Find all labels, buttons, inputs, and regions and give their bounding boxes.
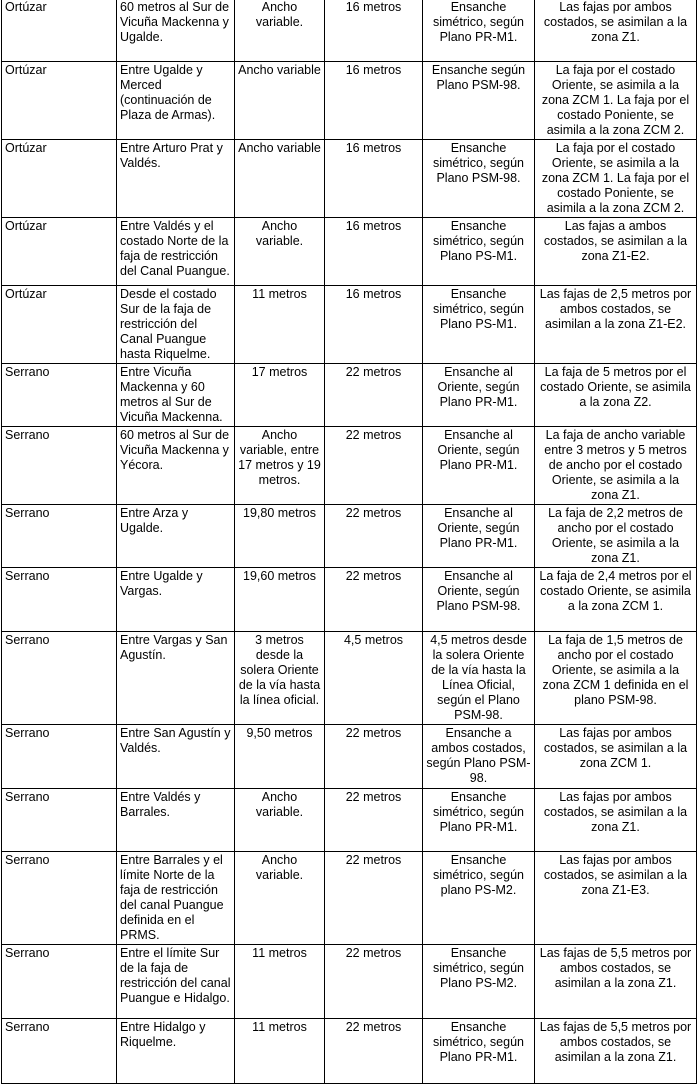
table-body bbox=[2, 0, 697, 1084]
current-width-cell: Ancho variable. bbox=[235, 789, 325, 852]
planned-width-cell: 16 metros bbox=[325, 0, 423, 62]
current-width-cell: 17 metros bbox=[235, 364, 325, 427]
table-row bbox=[2, 945, 697, 1019]
planned-width-cell: 22 metros bbox=[325, 427, 423, 505]
strips-cell: La faja de 2,4 metros por el costado Oriente, se asimila a la zona ZCM 1. bbox=[535, 568, 697, 632]
strips-cell: Las fajas de 2,5 metros por ambos costados, se asimilan a la zona Z1-E2. bbox=[535, 286, 697, 364]
street-cell: Serrano bbox=[2, 427, 117, 505]
street-cell: Serrano bbox=[2, 789, 117, 852]
section-cell: Entre Ugalde y Vargas. bbox=[117, 568, 235, 632]
table-row bbox=[2, 218, 697, 286]
section-cell: Entre Valdés y el costado Norte de la faja de restricción del Canal Puangue. bbox=[117, 218, 235, 286]
table-row bbox=[2, 1019, 697, 1084]
planned-width-cell: 22 metros bbox=[325, 852, 423, 945]
strips-cell: La faja de ancho variable entre 3 metros y 5 metros de ancho por el costado Oriente, se asimila a la zona Z1. bbox=[535, 427, 697, 505]
street-cell: Serrano bbox=[2, 852, 117, 945]
planned-width-cell: 16 metros bbox=[325, 62, 423, 140]
street-cell: Serrano bbox=[2, 568, 117, 632]
planned-width-cell: 22 metros bbox=[325, 945, 423, 1019]
strips-cell: La faja de 1,5 metros de ancho por el costado Oriente, se asimila a la zona ZCM 1 definida en el plano PSM-98. bbox=[535, 632, 697, 725]
table-row bbox=[2, 632, 697, 725]
strips-cell: Las fajas por ambos costados, se asimilan a la zona Z1. bbox=[535, 789, 697, 852]
current-width-cell: 3 metros desde la solera Oriente de la vía hasta la línea oficial. bbox=[235, 632, 325, 725]
planned-width-cell: 22 metros bbox=[325, 725, 423, 789]
section-cell: Entre Barrales y el límite Norte de la faja de restricción del canal Puangue definida en el PRMS. bbox=[117, 852, 235, 945]
planned-width-cell: 22 metros bbox=[325, 789, 423, 852]
table-row bbox=[2, 140, 697, 218]
current-width-cell: Ancho variable bbox=[235, 140, 325, 218]
widening-cell: Ensanche simétrico, según Plano PR-M1. bbox=[423, 789, 535, 852]
section-cell: Entre Arza y Ugalde. bbox=[117, 505, 235, 568]
widening-cell: Ensanche simétrico, según Plano PR-M1. bbox=[423, 0, 535, 62]
street-cell: Ortúzar bbox=[2, 218, 117, 286]
street-cell: Ortúzar bbox=[2, 140, 117, 218]
section-cell: Entre Vicuña Mackenna y 60 metros al Sur de Vicuña Mackenna. bbox=[117, 364, 235, 427]
current-width-cell: 9,50 metros bbox=[235, 725, 325, 789]
widening-cell: Ensanche simétrico, según Plano PS-M2. bbox=[423, 945, 535, 1019]
planned-width-cell: 16 metros bbox=[325, 140, 423, 218]
strips-cell: La faja por el costado Oriente, se asimila a la zona ZCM 1. La faja por el costado Poniente, se asimila a la zona ZCM 2. bbox=[535, 140, 697, 218]
current-width-cell: Ancho variable. bbox=[235, 852, 325, 945]
current-width-cell: Ancho variable. bbox=[235, 0, 325, 62]
planned-width-cell: 22 metros bbox=[325, 568, 423, 632]
table-row bbox=[2, 852, 697, 945]
table-row bbox=[2, 505, 697, 568]
street-cell: Serrano bbox=[2, 945, 117, 1019]
table-row bbox=[2, 286, 697, 364]
strips-cell: Las fajas por ambos costados, se asimilan a la zona ZCM 1. bbox=[535, 725, 697, 789]
street-cell: Serrano bbox=[2, 632, 117, 725]
current-width-cell: 11 metros bbox=[235, 286, 325, 364]
widening-cell: Ensanche simétrico, según plano PS-M2. bbox=[423, 852, 535, 945]
street-cell: Ortúzar bbox=[2, 62, 117, 140]
current-width-cell: Ancho variable, entre 17 metros y 19 metros. bbox=[235, 427, 325, 505]
widening-cell: Ensanche al Oriente, según Plano PR-M1. bbox=[423, 427, 535, 505]
table-row bbox=[2, 0, 697, 62]
street-cell: Serrano bbox=[2, 1019, 117, 1084]
table-row bbox=[2, 568, 697, 632]
widening-cell: Ensanche según Plano PSM-98. bbox=[423, 62, 535, 140]
widening-cell: Ensanche simétrico, según Plano PS-M1. bbox=[423, 218, 535, 286]
strips-cell: Las fajas por ambos costados, se asimilan a la zona Z1-E3. bbox=[535, 852, 697, 945]
current-width-cell: Ancho variable. bbox=[235, 218, 325, 286]
widening-cell: Ensanche al Oriente, según Plano PR-M1. bbox=[423, 364, 535, 427]
planned-width-cell: 22 metros bbox=[325, 364, 423, 427]
section-cell: 60 metros al Sur de Vicuña Mackenna y Ugalde. bbox=[117, 0, 235, 62]
street-cell: Ortúzar bbox=[2, 286, 117, 364]
strips-cell: La faja por el costado Oriente, se asimila a la zona ZCM 1. La faja por el costado Poniente, se asimila a la zona ZCM 2. bbox=[535, 62, 697, 140]
widening-cell: 4,5 metros desde la solera Oriente de la vía hasta la Línea Oficial, según el Plano PSM-98. bbox=[423, 632, 535, 725]
section-cell: Entre el límite Sur de la faja de restricción del canal Puangue e Hidalgo. bbox=[117, 945, 235, 1019]
section-cell: Entre Hidalgo y Riquelme. bbox=[117, 1019, 235, 1084]
table-row bbox=[2, 789, 697, 852]
planned-width-cell: 16 metros bbox=[325, 286, 423, 364]
strips-cell: Las fajas de 5,5 metros por ambos costados, se asimilan a la zona Z1. bbox=[535, 1019, 697, 1084]
section-cell: 60 metros al Sur de Vicuña Mackenna y Yécora. bbox=[117, 427, 235, 505]
widening-cell: Ensanche al Oriente, según Plano PR-M1. bbox=[423, 505, 535, 568]
widening-cell: Ensanche simétrico, según Plano PSM-98. bbox=[423, 140, 535, 218]
section-cell: Desde el costado Sur de la faja de restricción del Canal Puangue hasta Riquelme. bbox=[117, 286, 235, 364]
current-width-cell: 19,60 metros bbox=[235, 568, 325, 632]
street-widening-table bbox=[1, 0, 697, 1084]
strips-cell: Las fajas por ambos costados, se asimilan a la zona Z1. bbox=[535, 0, 697, 62]
widening-cell: Ensanche simétrico, según Plano PS-M1. bbox=[423, 286, 535, 364]
section-cell: Entre Arturo Prat y Valdés. bbox=[117, 140, 235, 218]
section-cell: Entre Ugalde y Merced (continuación de Plaza de Armas). bbox=[117, 62, 235, 140]
strips-cell: Las fajas a ambos costados, se asimilan a la zona Z1-E2. bbox=[535, 218, 697, 286]
section-cell: Entre Vargas y San Agustín. bbox=[117, 632, 235, 725]
planned-width-cell: 16 metros bbox=[325, 218, 423, 286]
strips-cell: Las fajas de 5,5 metros por ambos costados, se asimilan a la zona Z1. bbox=[535, 945, 697, 1019]
current-width-cell: 19,80 metros bbox=[235, 505, 325, 568]
strips-cell: La faja de 5 metros por el costado Oriente, se asimila a la zona Z2. bbox=[535, 364, 697, 427]
current-width-cell: 11 metros bbox=[235, 1019, 325, 1084]
strips-cell: La faja de 2,2 metros de ancho por el costado Oriente, se asimila a la zona Z1. bbox=[535, 505, 697, 568]
current-width-cell: 11 metros bbox=[235, 945, 325, 1019]
table-row bbox=[2, 62, 697, 140]
section-cell: Entre San Agustín y Valdés. bbox=[117, 725, 235, 789]
section-cell: Entre Valdés y Barrales. bbox=[117, 789, 235, 852]
planned-width-cell: 4,5 metros bbox=[325, 632, 423, 725]
planned-width-cell: 22 metros bbox=[325, 505, 423, 568]
street-cell: Serrano bbox=[2, 364, 117, 427]
table-row bbox=[2, 427, 697, 505]
planned-width-cell: 22 metros bbox=[325, 1019, 423, 1084]
widening-cell: Ensanche simétrico, según Plano PR-M1. bbox=[423, 1019, 535, 1084]
street-cell: Serrano bbox=[2, 505, 117, 568]
table-row bbox=[2, 725, 697, 789]
street-cell: Ortúzar bbox=[2, 0, 117, 62]
widening-cell: Ensanche a ambos costados, según Plano PSM-98. bbox=[423, 725, 535, 789]
table-row bbox=[2, 364, 697, 427]
street-cell: Serrano bbox=[2, 725, 117, 789]
current-width-cell: Ancho variable bbox=[235, 62, 325, 140]
widening-cell: Ensanche al Oriente, según Plano PSM-98. bbox=[423, 568, 535, 632]
